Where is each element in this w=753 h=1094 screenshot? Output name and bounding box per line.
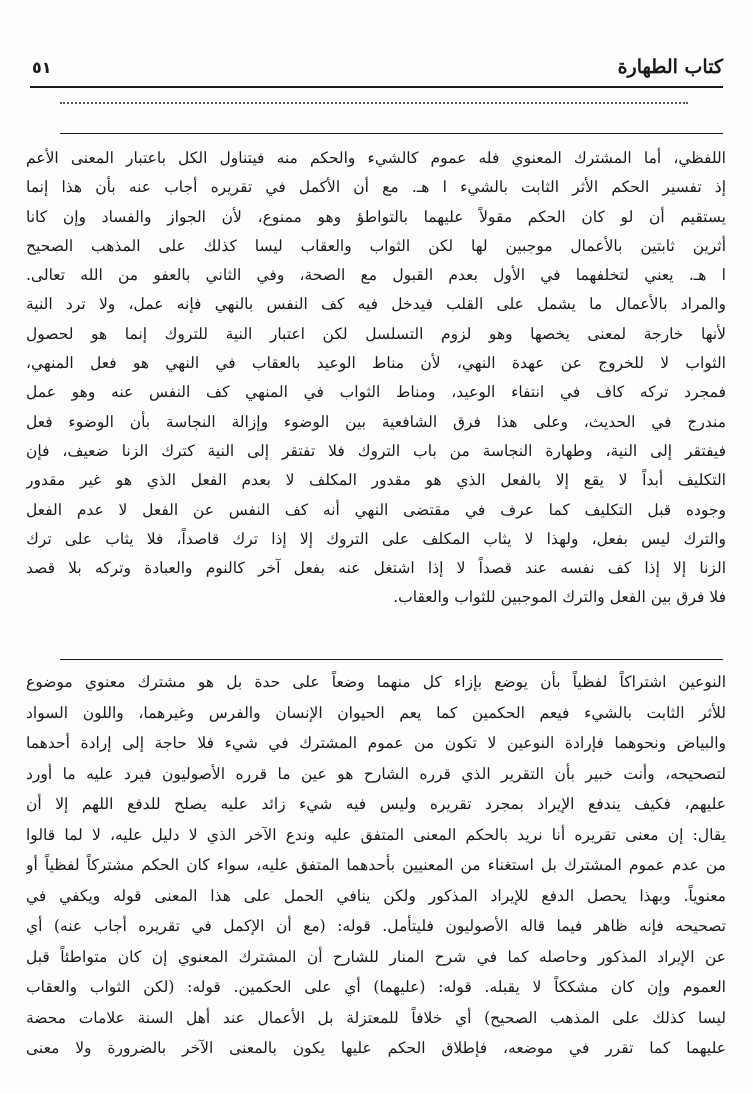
upper-section-rule (60, 133, 723, 134)
text-line: الزنا إلا إذا كف نفسه عند قصداً لا إذا اشتغل عنه بفعل آخر كالنوم والعبادة وتركه بلا قصد (26, 559, 726, 578)
text-line: وجوده قبل التكليف كما عرف في مقتضى النهي أنه كف النفس عن الفعل لا عدم الفعل (26, 500, 726, 519)
text-line: والمراد بالأعمال ما يشمل على القلب فيدخل فيه كف النفس بالنهي فإنه عمل، ولا ترد النية (26, 295, 726, 314)
page-header (30, 52, 723, 88)
text-line: التكليف أبداً لا يقع إلا بالفعل الذي هو مقدور المكلف لا بعدم الفعل الذي هو غير مقدور (26, 471, 726, 490)
text-line: إذ تفسير الحكم الأثر الثابت بالشيء ا هـ. مع أن الأكمل في تقريره أجاب عنه بأن هذا إنما (26, 178, 726, 197)
text-line: يستقيم أن لو كان الحكم مقولاً عليهما بالتواطؤ وهو ممنوع، لأن الجواز والفساد وإن كانا (26, 207, 726, 226)
text-line: ا هـ. يعني لتخلفهما في الأول بعدم القبول مع الصحة، وفي الثاني بالعفو من الله تعالى. (26, 266, 726, 285)
book-title: كتاب الطهارة (617, 56, 723, 78)
text-line: ليسا كذلك على المذهب الصحيح) أي خلافاً للمعتزلة بل الأعمال عند أهل السنة علامات محضة (26, 1008, 726, 1027)
text-line: فمجرد تركه كاف في انتفاء الوعيد، ومناط الثواب في المنهي كف النفس عنه وهو عمل (26, 383, 726, 402)
text-line: لتصحيحه، وأنت خبير بأن التقرير الذي قرره الشارح هو عين ما قرره الأصوليون فيرد عليه ما أورد (26, 764, 726, 783)
text-line: والترك ليس بفعل، ولهذا لا يثاب المكلف على التروك إلا إذا ترك قاصداً، فلا يثاب على ترك (26, 529, 726, 548)
text-line: العموم وإن كان مشككاً لا يقبله. قوله: (عليهما) أي على الحكمين. قوله: (لكن الثواب والعقاب (26, 978, 726, 996)
text-line: النوعين اشتراكاً لفظياً بأن يوضع بإزاء كل منهما وضعاً على حدة بل هو مشترك معنوي موضوع (26, 673, 726, 691)
text-line: عليهم، فكيف يندفع الإيراد بمجرد تقريره وليس فيه شيء زائد عليه يصلح للدفع اللهم إلا أن (26, 795, 726, 813)
text-line: لأنها خارجة لمعنى يخصها وهو لزوم التسلسل لكن اعتبار النية للتروك إنما هو لحصول (26, 324, 726, 343)
text-line: عليهما كما تقرر في موضعه، فإطلاق الحكم عليها يكون بالمعنى الآخر بالضرورة ولا معنى (26, 1039, 726, 1057)
text-line: اللفظي، أما المشترك المعنوي فله عموم كالشيء والحكم منه فيتناول الكل باعتبار المعنى الأعم (26, 149, 726, 167)
text-line: يقال: إن معنى تقريره أنا نريد بالحكم المعنى المتفق عليه وندع الآخر الذي لا دليل عليه، لا لما قالوا (26, 825, 726, 844)
text-line: فلا فرق بين الفعل والترك الموجبين للثواب والعقاب. (393, 588, 726, 607)
text-line: معنوياً. وبهذا يحصل الدفع للإيراد المذكور ولكن ينافي الحمل على هذا المعنى قوله ويكفي في (26, 886, 726, 905)
text-line: من عدم عموم المشترك بل استغناء من المعنيين بأحدهما المتفق عليه، سواء كان الحكم مشتركاً لفظياً أو (26, 856, 726, 874)
dotted-separator (60, 92, 688, 104)
text-line: مندرج في الحديث، وعلى هذا فرق الشافعية بين الوضوء وإزالة النجاسة بأن الوضوء فعل (26, 412, 726, 431)
text-line: والبياض ونحوهما فإرادة النوعين لا تكون من عموم المشترك في شيء فلا حاجة إلى إرادة أحدهما (26, 734, 726, 752)
text-line: فيفتقر إلى النية، وطهارة النجاسة من باب التروك فلا تفتقر إلى النية كترك الزنا ضعيف، فإن (26, 441, 726, 460)
text-line: عن الإيراد المذكور وحاصله كما في شرح المنار للشارح أن المشترك المعنوي إن كان متواطئاً قبل (26, 947, 726, 966)
text-line: الثواب لا للخروج عن عهدة النهي، لأن مناط الوعيد بالعقاب في النهي هو فعل المنهي، (26, 354, 726, 373)
page-number: ٥١ (32, 58, 52, 77)
text-line: أثرين ثابتين بالأعمال موجبين لها لكن الثواب والعقاب ليسا كذلك على المذهب الصحيح (26, 236, 726, 255)
text-line: تصحيحه فإنه ظاهر فيما قاله الأصوليون فليتأمل. قوله: (مع أن الإكمل في تقريره أجاب عنه) أي (26, 917, 726, 935)
upper-text-block (26, 144, 726, 613)
lower-text-block (26, 667, 726, 1064)
text-line: للأثر الثابت بالشيء فيعم الحكمين كما يعم الحيوان الإنسان والفرس وغيرهما، واللون السواد (26, 703, 726, 722)
lower-section-rule (60, 659, 723, 660)
